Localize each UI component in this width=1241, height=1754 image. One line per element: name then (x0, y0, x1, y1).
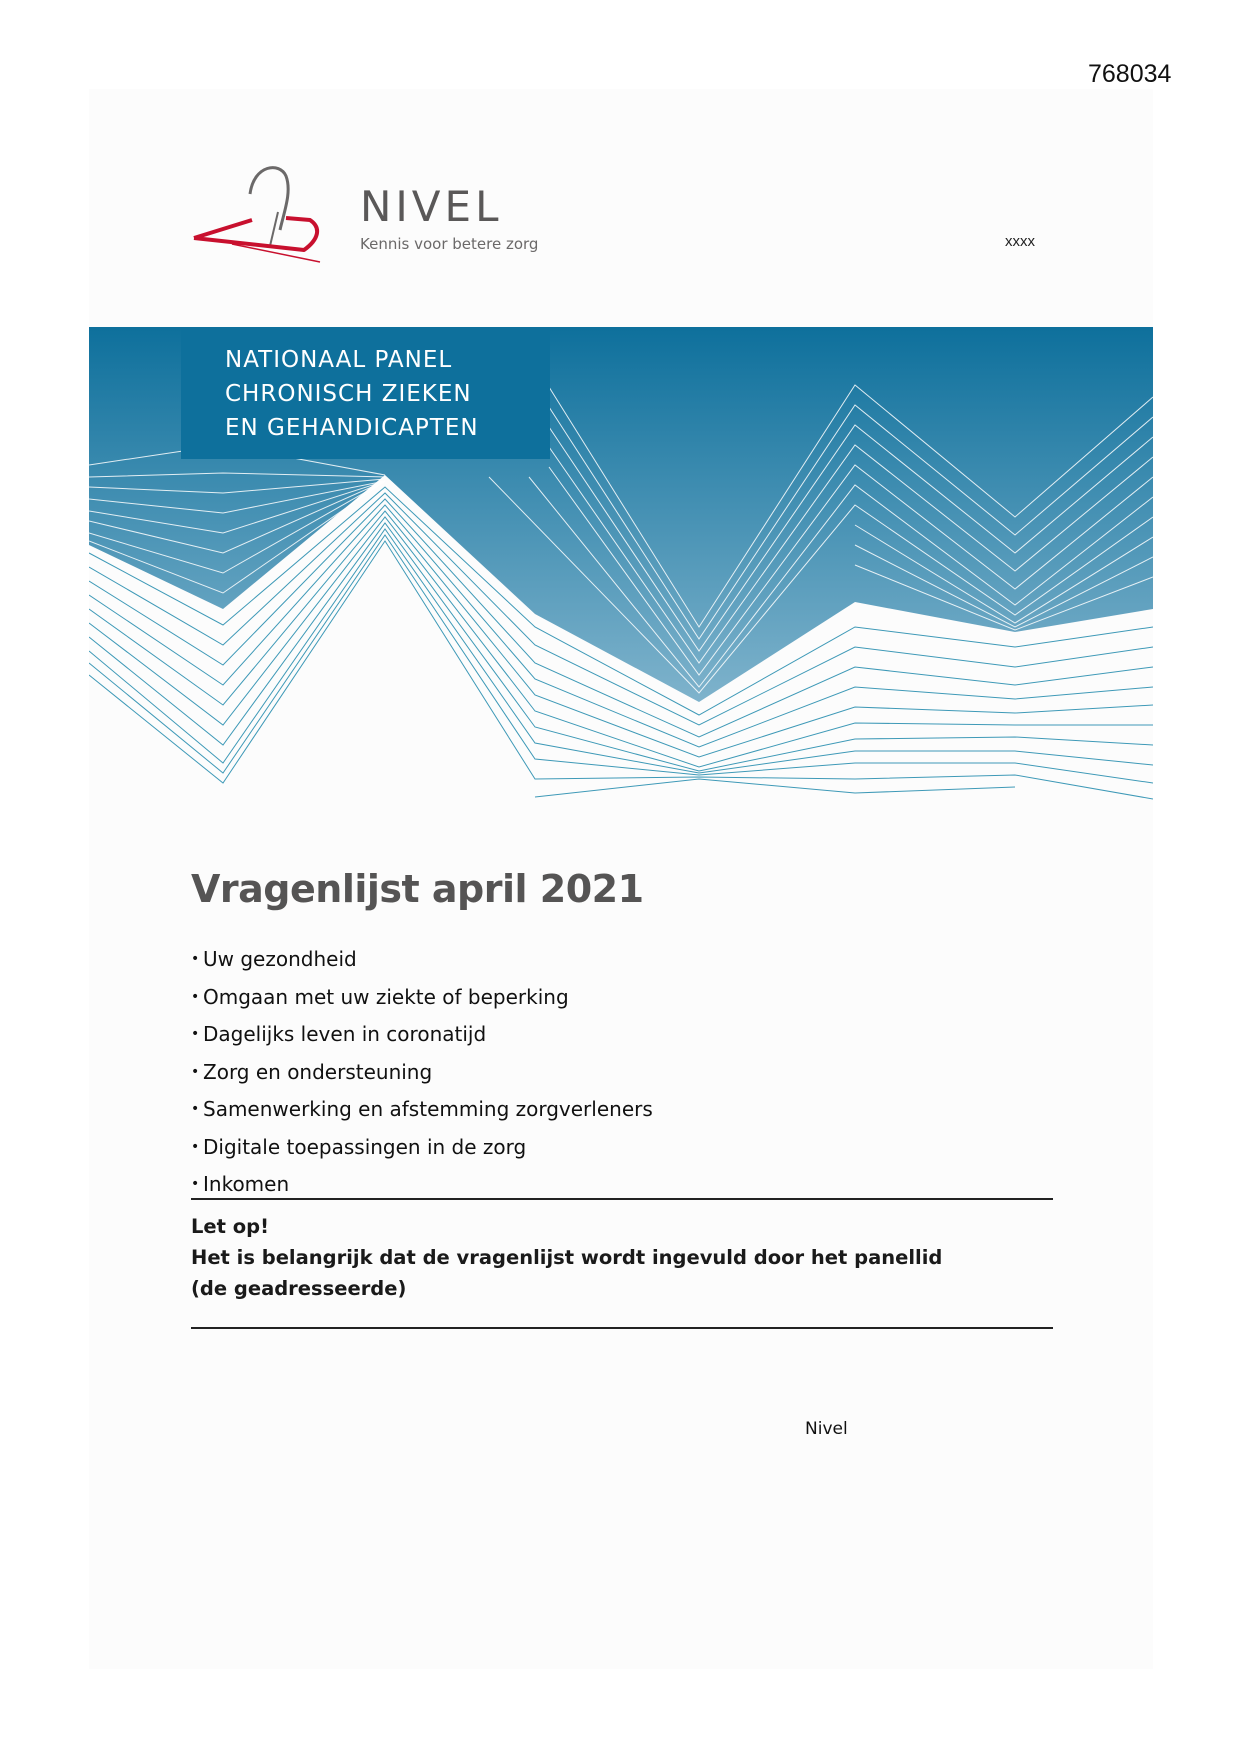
bullet-icon: • (191, 1026, 200, 1042)
topic-label: Samenwerking en afstemming zorgverleners (203, 1097, 653, 1121)
bullet-icon: • (191, 1063, 200, 1080)
list-item (191, 1054, 653, 1092)
topic-label: Inkomen (203, 1172, 290, 1196)
divider-bottom (191, 1327, 1053, 1329)
panel-banner (89, 327, 1153, 807)
bullet-icon: • (191, 1138, 200, 1155)
reference-code: xxxx (1005, 233, 1035, 250)
topic-list (191, 941, 653, 1204)
panel-title (225, 343, 479, 445)
bullet-icon: • (191, 1101, 200, 1117)
list-item (191, 1091, 653, 1129)
topic-label: Uw gezondheid (203, 947, 357, 971)
bullet-icon: • (191, 988, 200, 1005)
notice-heading: Let op! (191, 1215, 270, 1238)
nivel-figure-logo-icon (192, 154, 352, 264)
list-item (191, 979, 653, 1017)
divider-top (191, 1198, 1053, 1200)
page-title: Vragenlijst april 2021 (191, 867, 644, 911)
logo-tagline: Kennis voor betere zorg (360, 235, 539, 253)
panel-title-line: CHRONISCH ZIEKEN (225, 381, 472, 407)
topic-label: Zorg en ondersteuning (203, 1059, 433, 1084)
notice-line: Het is belangrijk dat de vragenlijst wordt ingevuld door het panellid (191, 1246, 943, 1269)
notice-line: (de geadresseerde) (191, 1277, 407, 1300)
list-item (191, 1129, 653, 1167)
topic-label: Omgaan met uw ziekte of beperking (203, 984, 569, 1009)
panel-title-box (181, 327, 550, 459)
footer-organization: Nivel (805, 1419, 848, 1439)
list-item (191, 941, 653, 979)
document-id: 768034 (1088, 60, 1172, 88)
questionnaire-cover-page (89, 89, 1153, 1669)
notice-block (191, 1211, 942, 1304)
bullet-icon: • (191, 1176, 200, 1192)
list-item (191, 1016, 653, 1054)
logo-wordmark: NIVEL (360, 182, 503, 231)
panel-title-line: EN GEHANDICAPTEN (225, 415, 479, 441)
topic-label: Digitale toepassingen in de zorg (203, 1134, 527, 1159)
topic-label: Dagelijks leven in coronatijd (203, 1022, 487, 1046)
panel-title-line: NATIONAAL PANEL (225, 347, 453, 373)
bullet-icon: • (191, 951, 200, 967)
nivel-logo (192, 154, 552, 264)
